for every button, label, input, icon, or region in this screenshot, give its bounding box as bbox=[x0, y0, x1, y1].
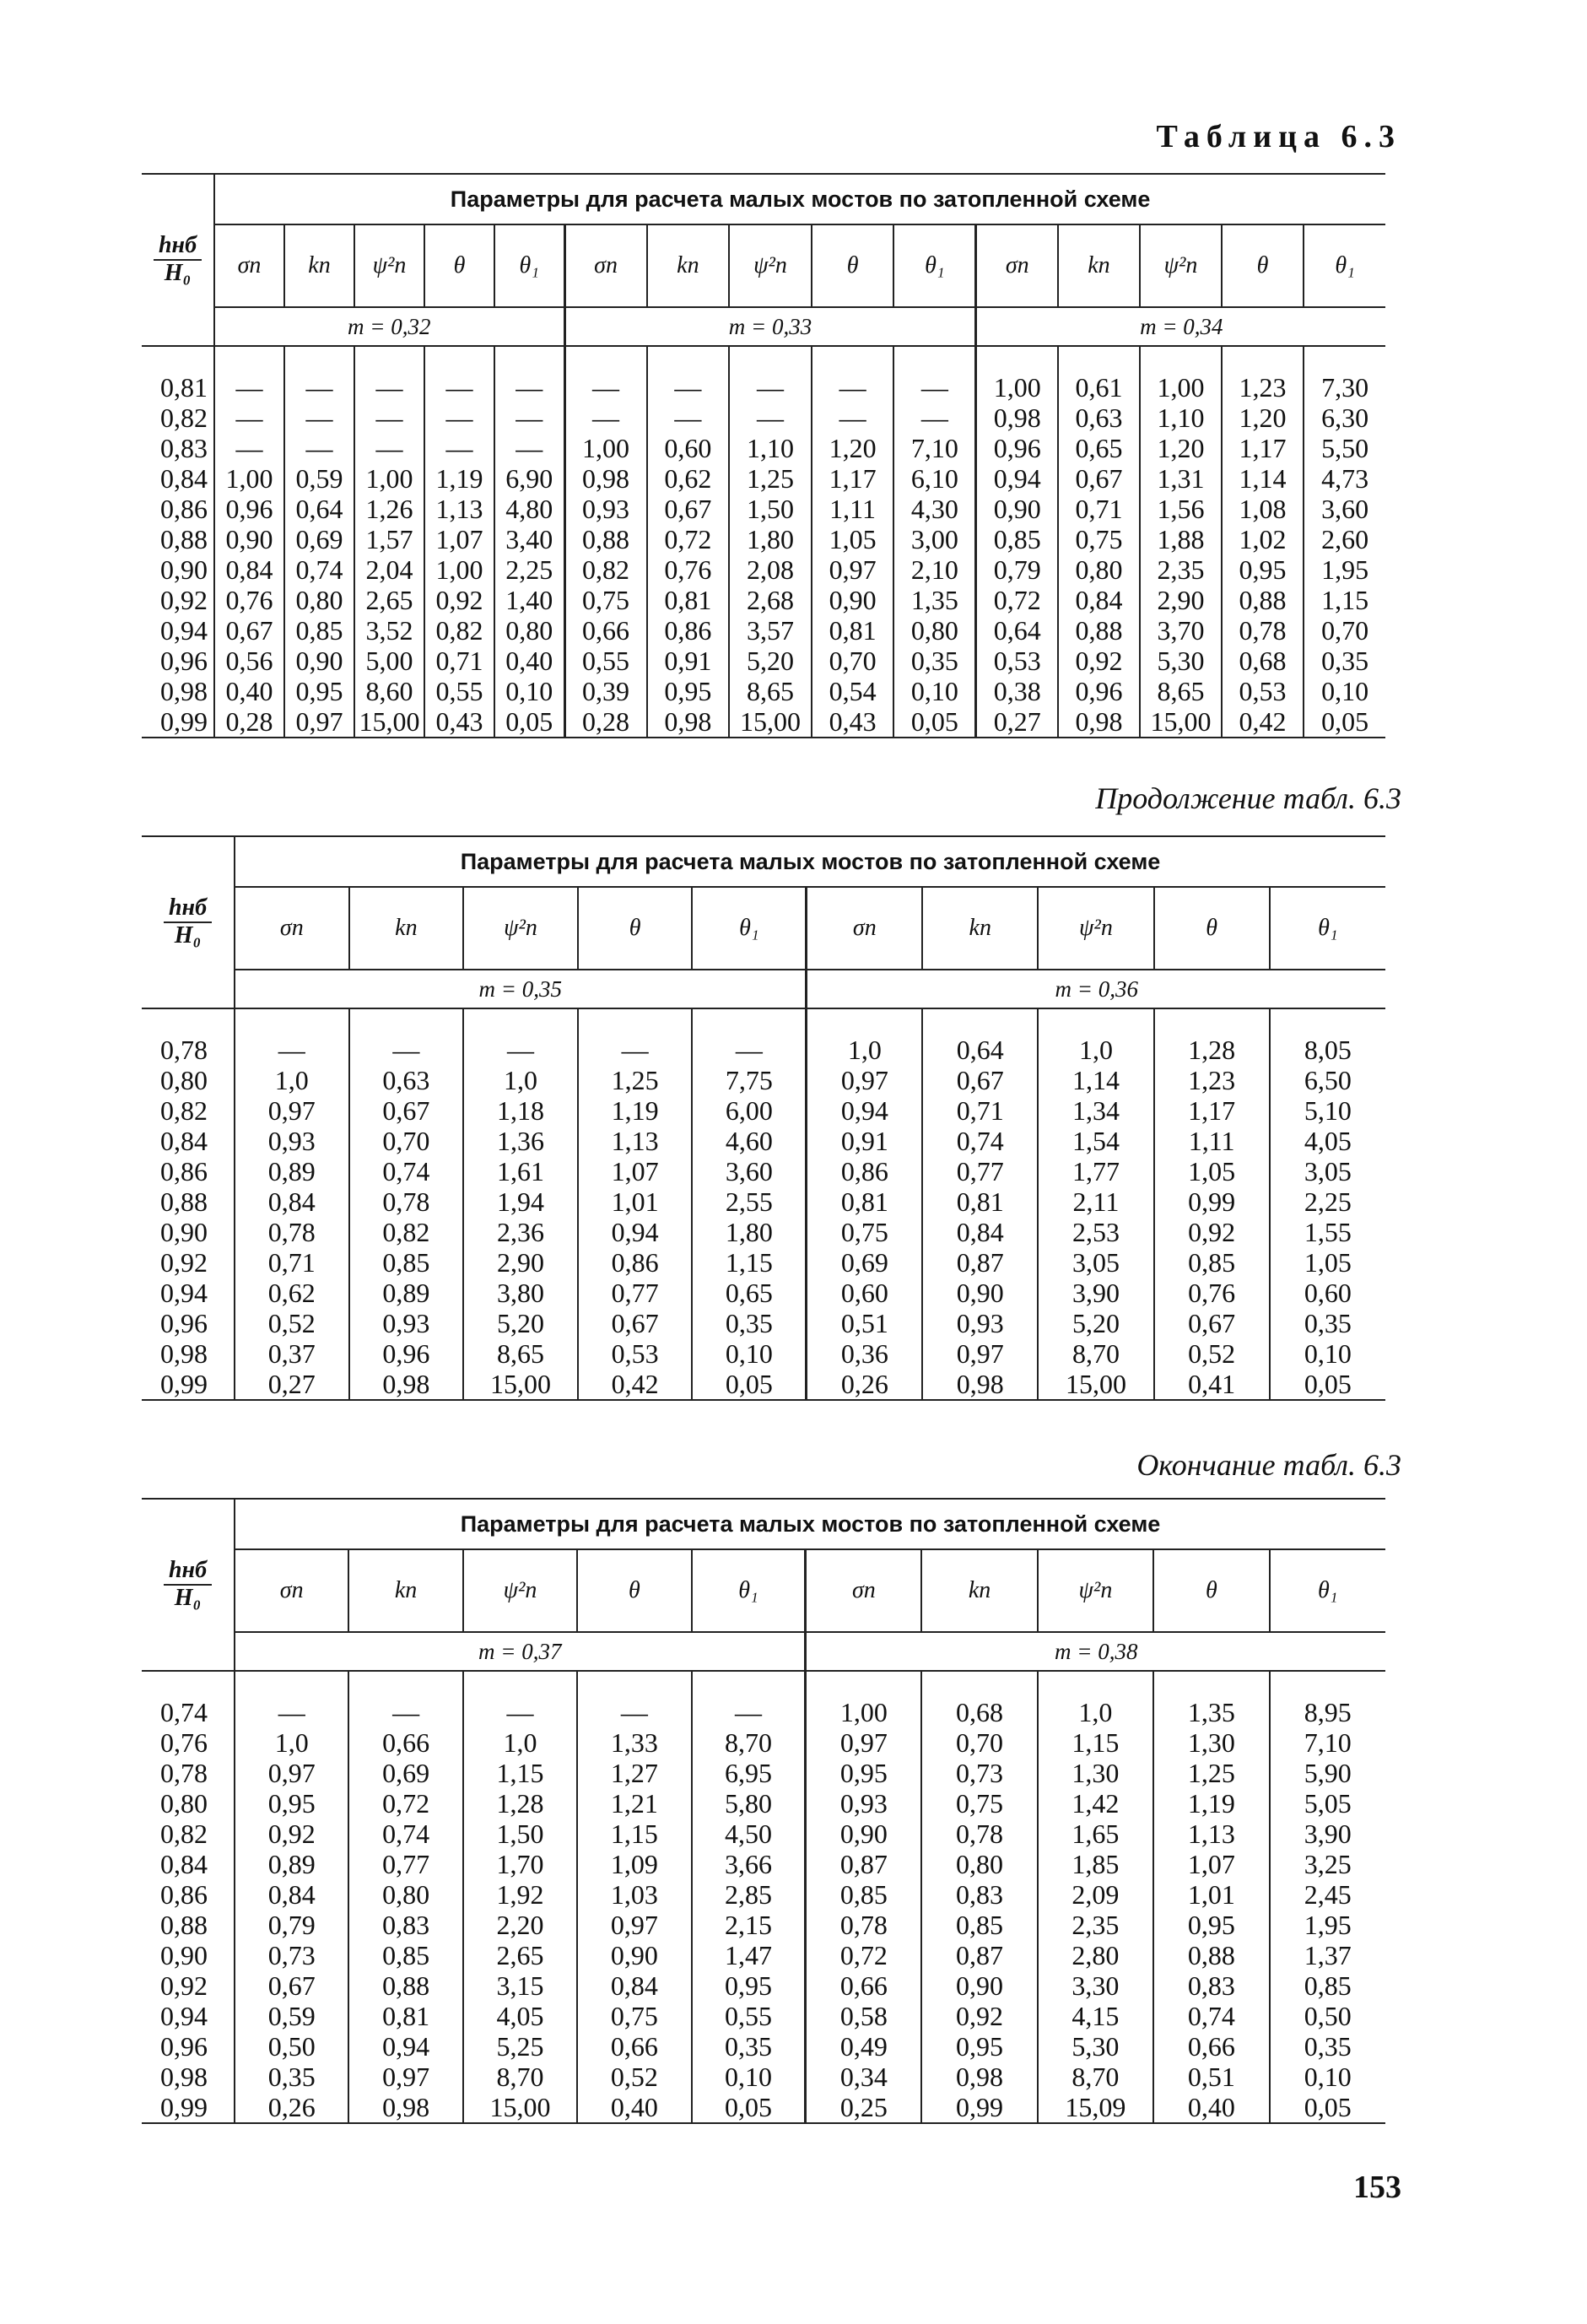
column-header: θ bbox=[1153, 1549, 1269, 1632]
value-column bbox=[893, 346, 976, 738]
column-values: 1,00 0,98 0,96 0,94 0,90 0,85 0,79 0,72 0,64 0,53 0,38 0,27 bbox=[993, 372, 1041, 737]
value-column bbox=[812, 346, 894, 738]
group-m-label: m = 0,38 bbox=[806, 1632, 1385, 1671]
column-values: 1,28 1,23 1,17 1,11 1,05 0,99 0,92 0,85 0,76 0,67 0,52 0,41 bbox=[1188, 1035, 1236, 1399]
column-header: ψ²п bbox=[463, 1549, 577, 1632]
column-header: σп bbox=[235, 887, 349, 970]
value-column bbox=[692, 1671, 806, 2123]
column-header: θ bbox=[1222, 224, 1304, 307]
value-column bbox=[424, 346, 494, 738]
column-header: kп bbox=[922, 887, 1038, 970]
column-values: 8,05 6,50 5,10 4,05 3,05 2,25 1,55 1,05 0,60 0,35 0,10 0,05 bbox=[1304, 1035, 1352, 1399]
column-values: — — 0,60 0,62 0,67 0,72 0,76 0,81 0,86 0,91 0,95 0,98 bbox=[664, 372, 712, 737]
column-header: σп bbox=[807, 887, 922, 970]
value-column bbox=[806, 1671, 921, 2123]
data-table-3 bbox=[142, 1498, 1385, 2124]
column-header: θ₁ bbox=[494, 224, 564, 307]
value-column bbox=[564, 346, 647, 738]
data-table-2 bbox=[142, 835, 1385, 1401]
value-column bbox=[922, 1008, 1038, 1400]
column-values: 1,00 0,97 0,95 0,93 0,90 0,87 0,85 0,78 0,72 0,66 0,58 0,49 0,34 0,25 bbox=[839, 1697, 888, 2122]
column-header: ψ²п bbox=[354, 224, 424, 307]
params-title: Параметры для расчета малых мостов по затопленной схеме bbox=[214, 174, 1385, 224]
column-header: kп bbox=[1058, 224, 1140, 307]
ratio-fraction bbox=[164, 1558, 212, 1612]
group-m-label: m = 0,33 bbox=[564, 307, 976, 346]
column-values: — — 1,00 0,98 0,93 0,88 0,82 0,75 0,66 0,55 0,39 0,28 bbox=[582, 372, 630, 737]
column-values: 1,00 1,10 1,20 1,31 1,56 1,88 2,35 2,90 3,70 5,30 8,65 15,00 bbox=[1150, 372, 1212, 737]
column-header: ψ²п bbox=[1038, 1549, 1153, 1632]
column-values: — 8,70 6,95 5,80 4,50 3,66 2,85 2,15 1,47 0,95 0,55 0,35 0,10 0,05 bbox=[725, 1697, 772, 2122]
column-header: kп bbox=[349, 887, 464, 970]
column-header: θ bbox=[577, 1549, 691, 1632]
value-column bbox=[235, 1008, 349, 1400]
column-values: — 1,0 0,97 0,93 0,89 0,84 0,78 0,71 0,62 0,52 0,37 0,27 bbox=[267, 1035, 316, 1399]
column-values: — 0,63 0,67 0,70 0,74 0,78 0,82 0,85 0,89 0,93 0,96 0,98 bbox=[382, 1035, 430, 1399]
column-header: kп bbox=[921, 1549, 1037, 1632]
value-column bbox=[348, 1671, 462, 2123]
value-column bbox=[807, 1008, 922, 1400]
column-header: σп bbox=[235, 1549, 348, 1632]
ratio-header bbox=[142, 1499, 235, 1671]
ratio-values-column: 0,74 0,76 0,78 0,80 0,82 0,84 0,86 0,88 0,90 0,92 0,94 0,96 0,98 0,99 bbox=[160, 1697, 208, 2122]
value-column bbox=[1222, 346, 1304, 738]
value-column bbox=[1304, 346, 1385, 738]
value-column bbox=[1270, 1671, 1386, 2123]
value-column bbox=[1153, 1671, 1269, 2123]
column-values: — — 7,10 6,10 4,30 3,00 2,10 1,35 0,80 0,35 0,10 0,05 bbox=[910, 372, 958, 737]
column-values: — 1,0 1,15 1,28 1,50 1,70 1,92 2,20 2,65 3,15 4,05 5,25 8,70 15,00 bbox=[489, 1697, 551, 2122]
value-column bbox=[647, 346, 730, 738]
page-number: 153 bbox=[1353, 2170, 1401, 2205]
column-header: σп bbox=[806, 1549, 921, 1632]
column-header: θ bbox=[424, 224, 494, 307]
value-column bbox=[349, 1008, 464, 1400]
ratio-fraction bbox=[154, 233, 202, 287]
value-column bbox=[214, 346, 284, 738]
ratio-denominator: H₀ bbox=[174, 1584, 202, 1611]
ratio-header bbox=[142, 836, 235, 1008]
column-values: — — — 6,90 4,80 3,40 2,25 1,40 0,80 0,40 0,10 0,05 bbox=[505, 372, 553, 737]
ratio-numerator: hнб bbox=[154, 233, 202, 261]
value-column bbox=[354, 346, 424, 738]
value-column bbox=[921, 1671, 1037, 2123]
value-column bbox=[1058, 346, 1140, 738]
ratio-denominator: H₀ bbox=[164, 259, 192, 286]
group-m-label: m = 0,32 bbox=[214, 307, 564, 346]
column-values: — — 1,10 1,25 1,50 1,80 2,08 2,68 3,57 5,20 8,65 15,00 bbox=[739, 372, 801, 737]
column-values: 0,68 0,70 0,73 0,75 0,78 0,80 0,83 0,85 0,87 0,90 0,92 0,95 0,98 0,99 bbox=[956, 1697, 1004, 2122]
group-m-label: m = 0,34 bbox=[976, 307, 1385, 346]
column-header: kп bbox=[284, 224, 354, 307]
value-column bbox=[1270, 1008, 1385, 1400]
column-values: 1,0 1,15 1,30 1,42 1,65 1,85 2,09 2,35 2,80 3,30 4,15 5,30 8,70 15,09 bbox=[1065, 1697, 1126, 2122]
data-table-1 bbox=[142, 173, 1385, 738]
column-values: 1,0 0,97 0,94 0,91 0,86 0,81 0,75 0,69 0,60 0,51 0,36 0,26 bbox=[840, 1035, 888, 1399]
column-header: θ₁ bbox=[692, 887, 807, 970]
column-values: 1,35 1,30 1,25 1,19 1,13 1,07 1,01 0,95 0,88 0,83 0,74 0,66 0,51 0,40 bbox=[1187, 1697, 1235, 2122]
value-column bbox=[1038, 1008, 1153, 1400]
column-header: ψ²п bbox=[463, 887, 578, 970]
column-header: σп bbox=[564, 224, 647, 307]
column-header: θ bbox=[812, 224, 894, 307]
value-column bbox=[578, 1008, 693, 1400]
ratio-values-column: 0,81 0,82 0,83 0,84 0,86 0,88 0,90 0,92 0,94 0,96 0,98 0,99 bbox=[160, 372, 208, 737]
column-header: θ₁ bbox=[1270, 887, 1385, 970]
page-title: Таблица 6.3 bbox=[1156, 119, 1401, 154]
column-values: 8,95 7,10 5,90 5,05 3,90 3,25 2,45 1,95 1,37 0,85 0,50 0,35 0,10 0,05 bbox=[1304, 1697, 1352, 2122]
column-header: θ₁ bbox=[1304, 224, 1385, 307]
value-column bbox=[976, 346, 1058, 738]
ratio-values-column: 0,78 0,80 0,82 0,84 0,86 0,88 0,90 0,92 0,94 0,96 0,98 0,99 bbox=[160, 1035, 208, 1399]
column-values: 7,30 6,30 5,50 4,73 3,60 2,60 1,95 1,15 0,70 0,35 0,10 0,05 bbox=[1321, 372, 1369, 737]
column-header: θ₁ bbox=[1270, 1549, 1386, 1632]
value-column bbox=[1154, 1008, 1270, 1400]
column-values: — 1,33 1,27 1,21 1,15 1,09 1,03 0,97 0,90 0,84 0,75 0,66 0,52 0,40 bbox=[610, 1697, 658, 2122]
column-values: 1,23 1,20 1,17 1,14 1,08 1,02 0,95 0,88 0,78 0,68 0,53 0,42 bbox=[1239, 372, 1287, 737]
column-values: — — — 1,19 1,13 1,07 1,00 0,92 0,82 0,71 0,55 0,43 bbox=[435, 372, 483, 737]
column-values: — 1,0 1,18 1,36 1,61 1,94 2,36 2,90 3,80 5,20 8,65 15,00 bbox=[489, 1035, 551, 1399]
column-header: ψ²п bbox=[1038, 887, 1153, 970]
group-m-label: m = 0,37 bbox=[235, 1632, 806, 1671]
value-column bbox=[729, 346, 812, 738]
column-values: 0,64 0,67 0,71 0,74 0,77 0,81 0,84 0,87 0,90 0,93 0,97 0,98 bbox=[956, 1035, 1004, 1399]
ratio-denominator: H₀ bbox=[174, 921, 202, 949]
column-values: — — — 0,59 0,64 0,69 0,74 0,80 0,85 0,90 0,95 0,97 bbox=[295, 372, 343, 737]
column-values: — — — 1,00 0,96 0,90 0,84 0,76 0,67 0,56 0,40 0,28 bbox=[225, 372, 273, 737]
column-values: — 1,0 0,97 0,95 0,92 0,89 0,84 0,79 0,73 0,67 0,59 0,50 0,35 0,26 bbox=[267, 1697, 316, 2122]
ratio-numerator: hнб bbox=[164, 1558, 212, 1586]
table-caption-3: Окончание табл. 6.3 bbox=[1136, 1448, 1401, 1482]
value-column bbox=[284, 346, 354, 738]
value-column bbox=[494, 346, 564, 738]
ratio-numerator: hнб bbox=[164, 895, 212, 923]
params-title: Параметры для расчета малых мостов по затопленной схеме bbox=[235, 1499, 1385, 1549]
value-column bbox=[577, 1671, 691, 2123]
group-m-label: m = 0,35 bbox=[235, 970, 807, 1008]
column-header: θ bbox=[578, 887, 693, 970]
column-values: 1,0 1,14 1,34 1,54 1,77 2,11 2,53 3,05 3,90 5,20 8,70 15,00 bbox=[1065, 1035, 1126, 1399]
column-header: σп bbox=[214, 224, 284, 307]
column-header: θ bbox=[1154, 887, 1270, 970]
column-values: — — 1,20 1,17 1,11 1,05 0,97 0,90 0,81 0,70 0,54 0,43 bbox=[829, 372, 877, 737]
value-column bbox=[235, 1671, 348, 2123]
column-values: — 7,75 6,00 4,60 3,60 2,55 1,80 1,15 0,65 0,35 0,10 0,05 bbox=[725, 1035, 773, 1399]
value-column bbox=[1140, 346, 1222, 738]
column-header: ψ²п bbox=[729, 224, 812, 307]
column-header: kп bbox=[348, 1549, 462, 1632]
value-column bbox=[692, 1008, 807, 1400]
column-values: — 0,66 0,69 0,72 0,74 0,77 0,80 0,83 0,85 0,88 0,81 0,94 0,97 0,98 bbox=[382, 1697, 430, 2122]
column-header: θ₁ bbox=[893, 224, 976, 307]
column-header: σп bbox=[976, 224, 1058, 307]
table-caption-2: Продолжение табл. 6.3 bbox=[1095, 781, 1401, 815]
value-column bbox=[463, 1671, 577, 2123]
value-column bbox=[463, 1008, 578, 1400]
value-column bbox=[1038, 1671, 1153, 2123]
column-values: — 1,25 1,19 1,13 1,07 1,01 0,94 0,86 0,77 0,67 0,53 0,42 bbox=[611, 1035, 659, 1399]
params-title: Параметры для расчета малых мостов по затопленной схеме bbox=[235, 836, 1385, 887]
column-header: θ₁ bbox=[692, 1549, 806, 1632]
column-header: ψ²п bbox=[1140, 224, 1222, 307]
ratio-header bbox=[142, 174, 214, 346]
column-header: kп bbox=[647, 224, 730, 307]
ratio-fraction bbox=[164, 895, 212, 949]
group-m-label: m = 0,36 bbox=[807, 970, 1385, 1008]
column-values: — — — 1,00 1,26 1,57 2,04 2,65 3,52 5,00 8,60 15,00 bbox=[359, 372, 420, 737]
column-values: 0,61 0,63 0,65 0,67 0,71 0,75 0,80 0,84 0,88 0,92 0,96 0,98 bbox=[1075, 372, 1123, 737]
